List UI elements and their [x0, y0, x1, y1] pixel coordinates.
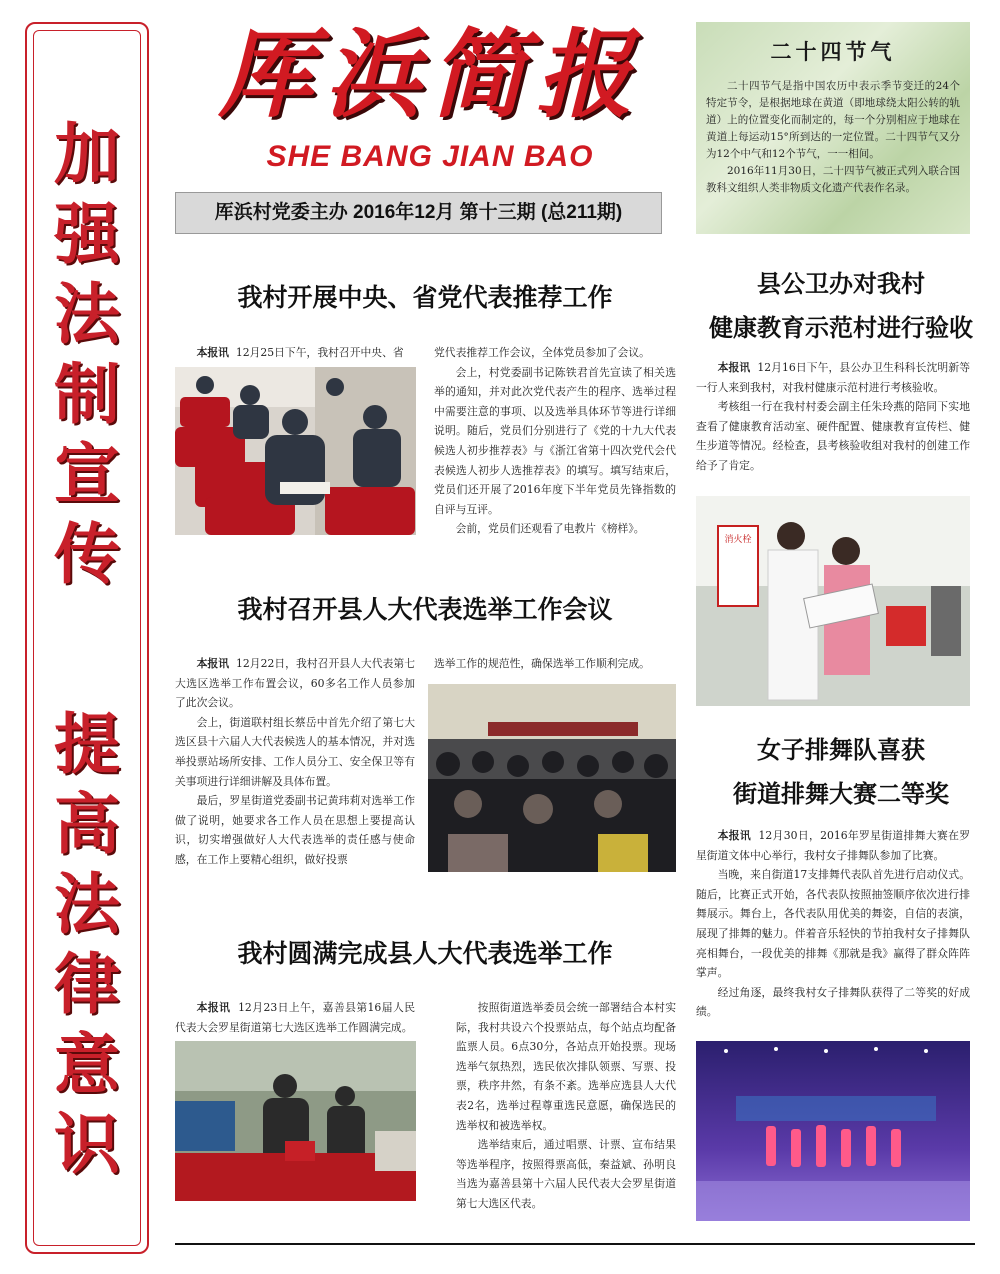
article5-paragraph: 经过角逐，最终我村女子排舞队获得了二等奖的好成绩。 [696, 985, 970, 1019]
article3-photo-voting [175, 1041, 416, 1201]
article1-tag: 本报讯 [196, 346, 229, 359]
article1-lead-text: 12月25日下午，我村召开中央、省 [235, 346, 404, 359]
article2-body-col2 [434, 654, 676, 674]
article3-lead-text: 12月23日上午，嘉善县第16届人民代表大会罗星街道第七大选区选举工作圆满完成。 [175, 1001, 415, 1034]
voting-photo-image [175, 1041, 416, 1201]
article2-photo-meeting [428, 684, 676, 872]
article5-paragraph: 12月30日，2016年罗星街道排舞大赛在罗星街道文体中心举行，我村女子排舞队参加了比赛。 [696, 829, 971, 862]
article4-headline-line2: 健康教育示范村进行验收 [709, 314, 973, 342]
slogan-strengthen-publicity [27, 114, 147, 594]
article2-headline: 我村召开县人大代表选举工作会议 [237, 595, 613, 624]
article1-paragraph: 党代表推荐工作会议，全体党员参加了会议。 [434, 346, 650, 359]
article2-paragraph: 最后，罗星街道党委副书记黄玮莉对选举工作做了说明，她要求各工作人员在思想上要提高认识，切实增强做好人大代表选举的责任感与使命感，在工作上要精心组织，做好投票 [175, 794, 415, 866]
article4-paragraph: 12月16日下午，县公办卫生科科长沈明新等一行人来到我村，对我村健康示范村进行考核验收。 [696, 361, 971, 394]
article4-photo-inspection [696, 496, 970, 706]
article5-paragraph: 当晚，来自街道17支排舞代表队首先进行启动仪式。随后，比赛正式开始，各代表队按照抽签顺序依次进行排舞展示。舞台上，各代表队用优美的舞姿，自信的表演，展现了排舞的魅力。伴着音乐轻快的节拍我村女子排舞队亮相舞台，一段优美的排舞《那就是我》赢得了群众阵阵掌声。 [696, 868, 970, 980]
slogan-character: 高 [54, 785, 120, 863]
article1-paragraph: 会前，党员们还观看了电教片《榜样》。 [455, 522, 645, 536]
slogan-character: 宣 [54, 435, 120, 513]
article5-headline [696, 728, 986, 816]
article1-headline: 我村开展中央、省党代表推荐工作 [237, 283, 613, 312]
slogan-character: 法 [54, 865, 120, 943]
article4-paragraph: 考核组一行在我村村委会副主任朱玲燕的陪同下实地查看了健康教育活动室、硬件配置、健康教育宣传栏、健生步道等情况。经检查，县考核验收组对我村的创建工作给予了肯定。 [696, 400, 970, 472]
solar-terms-paragraph: 二十四节气是指中国农历中表示季节变迁的24个特定节令，是根据地球在黄道（即地球绕太阳公转的轨道）上的位置变化而制定的，每一个分别相应于地球在黄道上每运动15°所到达的一定位置。二十四节气又分为12个中气和12个节气，一一相间。 [706, 80, 960, 160]
article3-headline: 我村圆满完成县人大代表选举工作 [237, 939, 613, 968]
slogan-raise-awareness [27, 704, 147, 1184]
slogan-character: 识 [54, 1105, 120, 1183]
article2-body [175, 654, 415, 870]
slogan-banner [25, 22, 149, 1254]
article2-paragraph: 会上，街道联村组长蔡岳中首先介绍了第七大选区县十六届人大代表候选人的基本情况，并对选举投票站场所安排、工作人员分工、安全保卫等有关事项进行详细讲解及具体布置。 [175, 715, 415, 788]
fire-hydrant-sign: 消火栓 [724, 535, 752, 545]
slogan-character: 法 [54, 275, 120, 353]
newspaper-subtitle: SHE BANG JIAN BAO [266, 140, 594, 173]
solar-terms-paragraph: 2016年11月30日，二十四节气被正式列入联合国教科文组织人类非物质文化遗产代表作名录。 [706, 165, 960, 194]
article2-tag: 本报讯 [196, 657, 230, 670]
slogan-character: 加 [54, 115, 120, 193]
footer-rule [175, 1243, 975, 1245]
article2-paragraph: 选举工作的规范性，确保选举工作顺利完成。 [434, 657, 650, 670]
article5-photo-dance [696, 1041, 970, 1221]
article1-photo-meeting [175, 367, 416, 535]
article5-headline-line1: 女子排舞队喜获 [757, 736, 925, 764]
article3-paragraph: 选举结束后，通过唱票、计票、宣布结果等选举程序，按照得票高低，秦益斌、孙明良当选为嘉善县第十六届人民代表大会罗星街道第七大选区代表。 [456, 1138, 676, 1210]
article1-body [434, 343, 676, 539]
article3-body [456, 998, 676, 1214]
slogan-character: 意 [54, 1025, 120, 1103]
article4-headline [696, 262, 986, 350]
article1-lead [175, 343, 415, 363]
article1-paragraph: 会上，村党委副书记陈铁君首先宣读了相关选举的通知，并对此次党代表产生的程序、选举过程中需要注意的事项、以及选举具体环节等进行详细说明。随后，党员们分别进行了《党的十九大代表候选人初步推荐表》与《浙江省第十四次党代会代表候选人初步人选推荐表》的填写。填写结束后，党员们还开展了2016年度下半年党员先锋指数的自评与互评。 [434, 365, 676, 516]
solar-terms-title: 二十四节气 [770, 39, 896, 64]
meeting-photo-image [175, 367, 416, 535]
slogan-character: 律 [54, 945, 120, 1023]
slogan-character: 传 [54, 515, 120, 593]
newspaper-title: 厍浜简报 [218, 18, 642, 131]
dance-stage-photo-image [696, 1041, 970, 1221]
article5-body [696, 826, 970, 1022]
article5-headline-line2: 街道排舞大赛二等奖 [733, 780, 949, 808]
article4-headline-line1: 县公卫办对我村 [757, 270, 925, 298]
article3-paragraph: 按照街道选举委员会统一部署结合本村实际，我村共设六个投票站点，每个站点均配备监票人员。6点30分，各站点开始投票。现场选举气氛热烈，选民依次排队领票、写票、投票，秩序井然，有条不紊。选举应选县人大代表2名，选举过程尊重选民意愿，确保选民的选举权和被选举权。 [456, 1001, 676, 1132]
issue-info: 厍浜村党委主办 2016年12月 第十三期 (总211期) [175, 192, 662, 234]
solar-terms-text [706, 78, 960, 197]
article2-paragraph: 12月22日，我村召开县人大代表第七大选区选举工作布置会议，60多名工作人员参加了此次会议。 [175, 657, 415, 710]
slogan-character: 提 [54, 705, 120, 783]
solar-terms-box [696, 22, 970, 234]
article5-tag: 本报讯 [717, 829, 751, 842]
meeting-hall-photo-image [428, 684, 676, 872]
slogan-character: 强 [54, 195, 120, 273]
article3-lead [175, 998, 415, 1037]
article3-tag: 本报讯 [196, 1001, 231, 1014]
article4-tag: 本报讯 [717, 361, 751, 374]
inspection-photo-image [696, 496, 970, 706]
slogan-character: 制 [54, 355, 120, 433]
article4-body [696, 358, 970, 476]
